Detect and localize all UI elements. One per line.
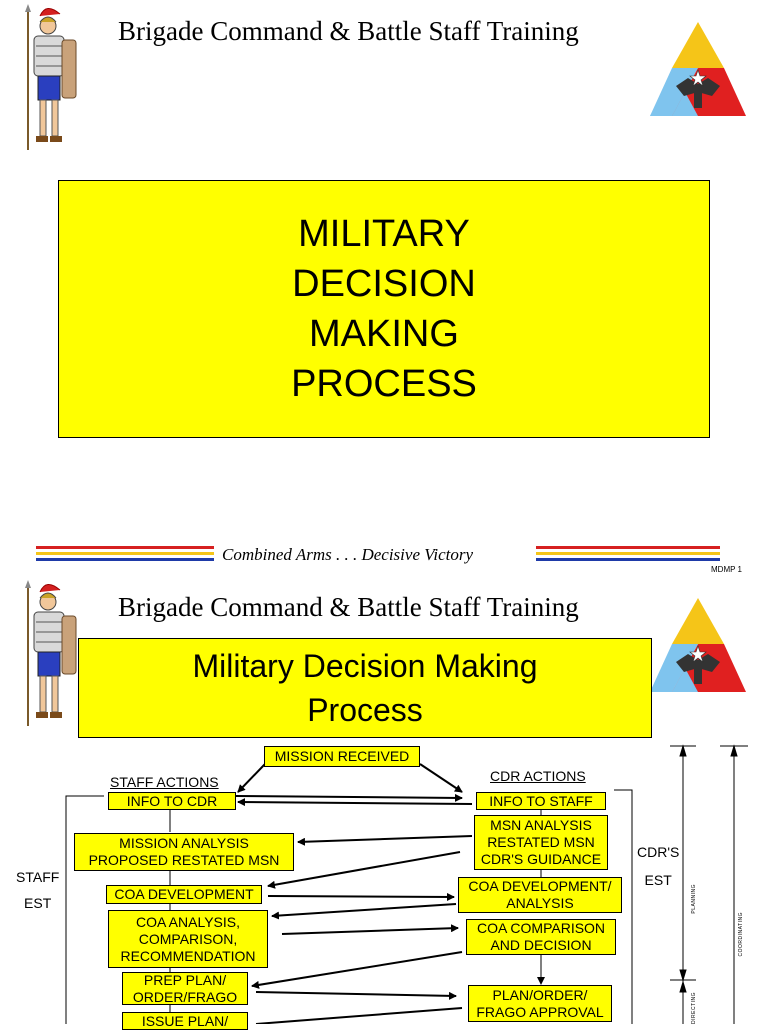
arrow-line	[252, 952, 462, 986]
box-label: PREP PLAN/	[143, 972, 227, 988]
mission-received-box	[264, 746, 420, 767]
arrow-line	[268, 852, 460, 886]
cdr-actions-label: CDR ACTIONS	[490, 768, 586, 784]
box-label: COA COMPARISON	[476, 920, 606, 936]
arrow-line	[238, 764, 265, 792]
arrow-line	[268, 896, 454, 897]
box-label: MISSION ANALYSIS	[119, 835, 249, 851]
cdr-step-box	[474, 815, 608, 870]
box-label: MISSION RECEIVED	[274, 748, 410, 764]
cdr-step-box	[476, 792, 606, 810]
staff-step-box	[108, 792, 236, 810]
arrow-line	[256, 1008, 462, 1024]
cdr-est-label	[637, 838, 679, 894]
box-label: COA DEVELOPMENT/	[468, 878, 612, 894]
box-label: INFO TO CDR	[126, 792, 218, 809]
title-line: PROCESS	[291, 363, 477, 405]
title-line: MILITARY	[298, 213, 470, 255]
box-label: COMPARISON,	[138, 930, 238, 947]
cdr-step-box	[466, 919, 616, 955]
box-label: INFO TO STAFF	[489, 792, 593, 809]
arrow-line	[256, 992, 456, 996]
label-line: EST	[24, 895, 52, 911]
box-label: MSN ANALYSIS	[490, 817, 592, 833]
label-line: EST	[644, 872, 672, 888]
box-label: AND DECISION	[490, 937, 592, 953]
box-label: FRAGO APPROVAL	[476, 1003, 604, 1020]
slide-header-title: Brigade Command & Battle Staff Training	[118, 592, 579, 622]
staff-step-box	[122, 1012, 248, 1030]
box-label: COA DEVELOPMENT	[114, 886, 254, 902]
label-line: CDR'S	[637, 844, 680, 860]
title-line: DECISION	[292, 263, 476, 305]
box-label: PROPOSED RESTATED MSN	[88, 852, 280, 868]
box-label: ANALYSIS	[506, 895, 574, 911]
title-line: Military Decision Making	[192, 648, 538, 684]
staff-est-label	[16, 864, 59, 916]
page-code: MDMP 1	[711, 565, 742, 574]
arrow-line	[282, 928, 458, 934]
arrow-line	[236, 796, 462, 798]
box-label: CDR'S GUIDANCE	[480, 851, 602, 867]
arrow-line	[272, 904, 456, 916]
box-label: RESTATED MSN	[487, 834, 595, 850]
box-label: RECOMMENDATION	[120, 947, 256, 964]
title-line: Process	[307, 692, 423, 728]
staff-step-box	[108, 910, 268, 968]
slide-header-title: Brigade Command & Battle Staff Training	[118, 16, 579, 46]
cdr-step-box	[458, 877, 622, 913]
label-line: STAFF	[16, 869, 60, 885]
box-label: COA ANALYSIS,	[135, 913, 240, 930]
staff-est-bracket	[66, 796, 104, 1024]
arrow-line	[298, 836, 472, 842]
arrow-line	[420, 764, 462, 792]
planning-label: PLANNING	[691, 884, 697, 914]
staff-step-box	[74, 833, 294, 871]
box-label: ORDER/FRAGO	[132, 988, 238, 1005]
box-label: ISSUE PLAN/	[141, 1013, 229, 1029]
coordinating-label: COORDINATING	[738, 912, 744, 957]
staff-step-box	[122, 972, 248, 1005]
directing-label: DIRECTING	[691, 992, 697, 1024]
staff-actions-label: STAFF ACTIONS	[110, 774, 219, 790]
arrow-line	[238, 802, 472, 804]
box-label: PLAN/ORDER/	[492, 986, 588, 1003]
staff-step-box	[106, 885, 262, 904]
title-line: MAKING	[309, 313, 459, 355]
footer-motto: Combined Arms . . . Decisive Victory	[222, 545, 474, 564]
cdr-step-box	[468, 985, 612, 1022]
